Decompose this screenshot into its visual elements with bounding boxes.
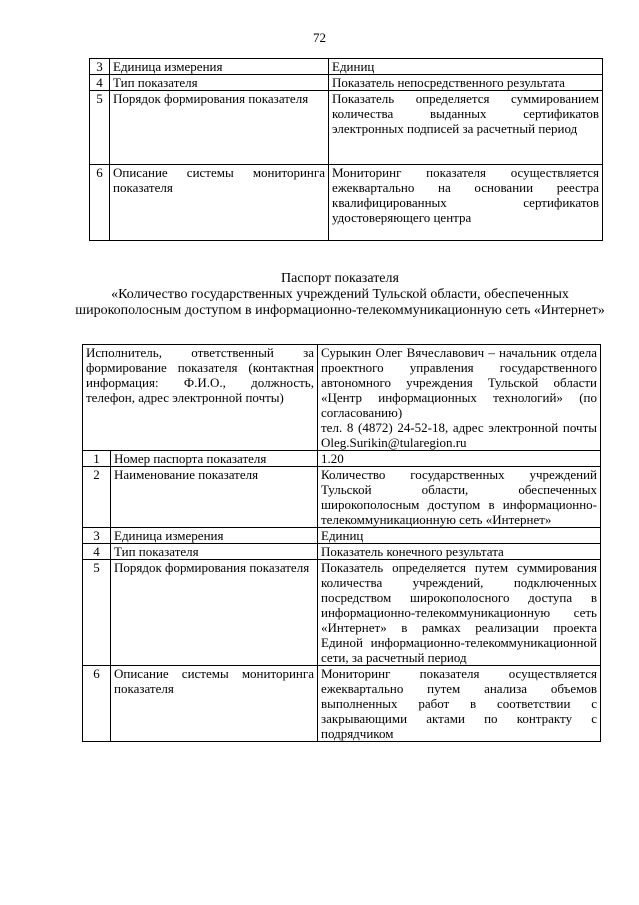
indicator-passport-table <box>82 344 601 742</box>
row-value: Мониторинг показателя осуществляется ежеквартально на основании реестра квалифицированных сертификатов удостоверяющего центра <box>329 165 603 241</box>
row-label: Наименование показателя <box>111 467 318 528</box>
row-label: Тип показателя <box>111 544 318 560</box>
row-number: 3 <box>90 59 110 75</box>
row-label: Тип показателя <box>110 75 329 91</box>
row-label: Единица измерения <box>111 528 318 544</box>
table-row <box>83 528 601 544</box>
table-row <box>90 91 603 165</box>
row-label: Порядок формирования показателя <box>110 91 329 165</box>
row-label: Единица измерения <box>110 59 329 75</box>
row-number: 3 <box>83 528 111 544</box>
row-label: Порядок формирования показателя <box>111 560 318 666</box>
row-number: 5 <box>90 91 110 165</box>
passport-subtitle: «Количество государственных учреждений Тульской области, обеспеченных широкополосным доступом в информационно-телекоммуникационную сеть «Интернет» <box>75 287 605 318</box>
passport-heading <box>60 271 620 319</box>
row-label: Описание системы мониторинга показателя <box>111 666 318 742</box>
executor-value <box>318 345 601 451</box>
row-value: 1.20 <box>318 451 601 467</box>
executor-name: Сурыкин Олег Вячеславович – начальник отдела проектного управления государственного автономного учреждения Тульской области «Центр информационных технологий» (по согласованию) <box>321 345 597 420</box>
row-value: Показатель определяется суммированием количества выданных сертификатов электронных подписей за расчетный период <box>329 91 603 165</box>
table-row <box>83 560 601 666</box>
row-label: Описание системы мониторинга показателя <box>110 165 329 241</box>
executor-label: Исполнитель, ответственный за формирование показателя (контактная информация: Ф.И.О., должность, телефон, адрес электронной почты) <box>83 345 318 451</box>
row-value: Единиц <box>329 59 603 75</box>
row-number: 5 <box>83 560 111 666</box>
executor-row <box>83 345 601 451</box>
row-number: 6 <box>83 666 111 742</box>
row-value: Показатель конечного результата <box>318 544 601 560</box>
row-number: 1 <box>83 451 111 467</box>
table-row <box>90 75 603 91</box>
passport-title: Паспорт показателя <box>281 271 399 286</box>
row-value: Единиц <box>318 528 601 544</box>
row-number: 6 <box>90 165 110 241</box>
executor-contact: тел. 8 (4872) 24-52-18, адрес электронной почты Oleg.Surikin@tularegion.ru <box>321 420 597 450</box>
row-value: Показатель определяется путем суммирования количества учреждений, подключенных посредством широкополосного доступа в информационно-телекоммуникационную сеть «Интернет» в рамках реализации проекта Единой информационно-телекоммуникационной сети, за расчетный период <box>318 560 601 666</box>
table-row <box>83 544 601 560</box>
row-label: Номер паспорта показателя <box>111 451 318 467</box>
table-row <box>83 467 601 528</box>
table-row <box>90 165 603 241</box>
row-value: Мониторинг показателя осуществляется ежеквартально путем анализа объемов выполненных работ в соответствии с закрывающими актами по контракту с подрядчиком <box>318 666 601 742</box>
table-row <box>83 666 601 742</box>
indicator-table-previous <box>89 58 603 241</box>
row-number: 4 <box>90 75 110 91</box>
table-row <box>90 59 603 75</box>
page-number: 72 <box>313 30 326 45</box>
row-number: 4 <box>83 544 111 560</box>
row-value: Показатель непосредственного результата <box>329 75 603 91</box>
row-value: Количество государственных учреждений Тульской области, обеспеченных широкополосным доступом в информационно-телекоммуникационную сеть «Интернет» <box>318 467 601 528</box>
table-row <box>83 451 601 467</box>
row-number: 2 <box>83 467 111 528</box>
